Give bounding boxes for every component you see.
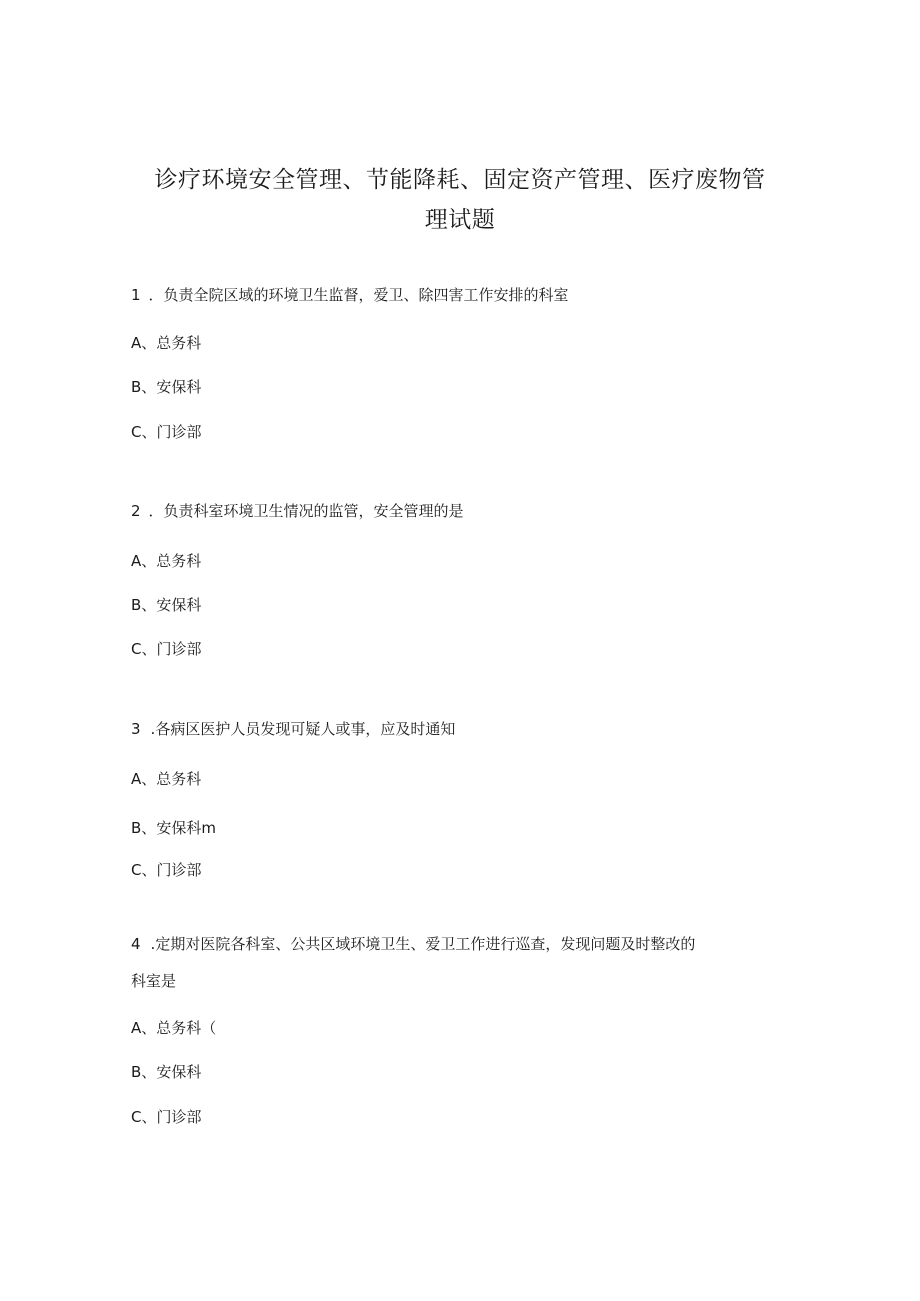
- option-text: 安保科m: [156, 819, 216, 837]
- question-text-continued: 科室是: [131, 972, 177, 990]
- option-separator: 、: [141, 423, 157, 441]
- option-text: 门诊部: [156, 861, 202, 879]
- option-2a: [131, 552, 201, 570]
- option-letter: B: [131, 1063, 142, 1081]
- option-2c: [131, 640, 202, 658]
- option-3c: [131, 861, 202, 879]
- question-number: 4: [131, 935, 141, 953]
- option-text: 总务科: [156, 770, 202, 788]
- question-number: 1: [131, 286, 141, 304]
- option-letter: B: [131, 596, 142, 614]
- option-2b: [131, 596, 201, 614]
- option-text: 门诊部: [156, 423, 202, 441]
- question-text: ．负责全院区域的环境卫生监督，爱卫、除四害工作安排的科室: [148, 286, 569, 304]
- option-text: 安保科: [156, 596, 202, 614]
- option-text: 门诊部: [156, 1108, 202, 1126]
- question-1: [131, 286, 569, 304]
- option-text: 安保科: [156, 378, 202, 396]
- option-letter: C: [131, 640, 142, 658]
- option-text: 总务科: [156, 334, 202, 352]
- question-text: ．负责科室环境卫生情况的监管，安全管理的是: [148, 502, 464, 520]
- option-separator: 、: [141, 334, 157, 352]
- option-separator: 、: [141, 1108, 157, 1126]
- option-text: 总务科（: [156, 1019, 217, 1037]
- question-4-continued: [131, 972, 176, 990]
- option-1a: [131, 334, 201, 352]
- option-text: 总务科: [156, 552, 202, 570]
- question-text: .定期对医院各科室、公共区域环境卫生、爱卫工作进行巡查，发现问题及时整改的: [150, 935, 696, 953]
- option-separator: 、: [141, 770, 157, 788]
- option-3a: [131, 770, 201, 788]
- option-letter: C: [131, 423, 142, 441]
- option-1b: [131, 378, 201, 396]
- page-title: 诊疗环境安全管理、节能降耗、固定资产管理、医疗废物管: [154, 167, 766, 193]
- option-3b: [131, 819, 216, 837]
- option-separator: 、: [141, 640, 157, 658]
- question-number: 2: [131, 502, 141, 520]
- option-separator: 、: [141, 1019, 157, 1037]
- option-1c: [131, 423, 202, 441]
- question-4: [131, 935, 695, 953]
- question-3: [131, 720, 455, 738]
- option-letter: A: [131, 334, 142, 352]
- question-2: [131, 502, 464, 520]
- option-text: 安保科: [156, 1063, 202, 1081]
- option-letter: A: [131, 552, 142, 570]
- option-separator: 、: [141, 378, 157, 396]
- option-letter: A: [131, 770, 142, 788]
- option-letter: B: [131, 819, 142, 837]
- option-letter: B: [131, 378, 142, 396]
- option-separator: 、: [141, 819, 157, 837]
- question-number: 3: [131, 720, 141, 738]
- page-title-continued: 理试题: [424, 207, 496, 233]
- option-separator: 、: [141, 596, 157, 614]
- option-text: 门诊部: [156, 640, 202, 658]
- option-separator: 、: [141, 552, 157, 570]
- option-4b: [131, 1063, 201, 1081]
- option-letter: C: [131, 1108, 142, 1126]
- option-separator: 、: [141, 861, 157, 879]
- question-text: .各病区医护人员发现可疑人或事，应及时通知: [150, 720, 456, 738]
- option-letter: A: [131, 1019, 142, 1037]
- option-letter: C: [131, 861, 142, 879]
- option-4c: [131, 1108, 202, 1126]
- option-separator: 、: [141, 1063, 157, 1081]
- option-4a: [131, 1019, 216, 1037]
